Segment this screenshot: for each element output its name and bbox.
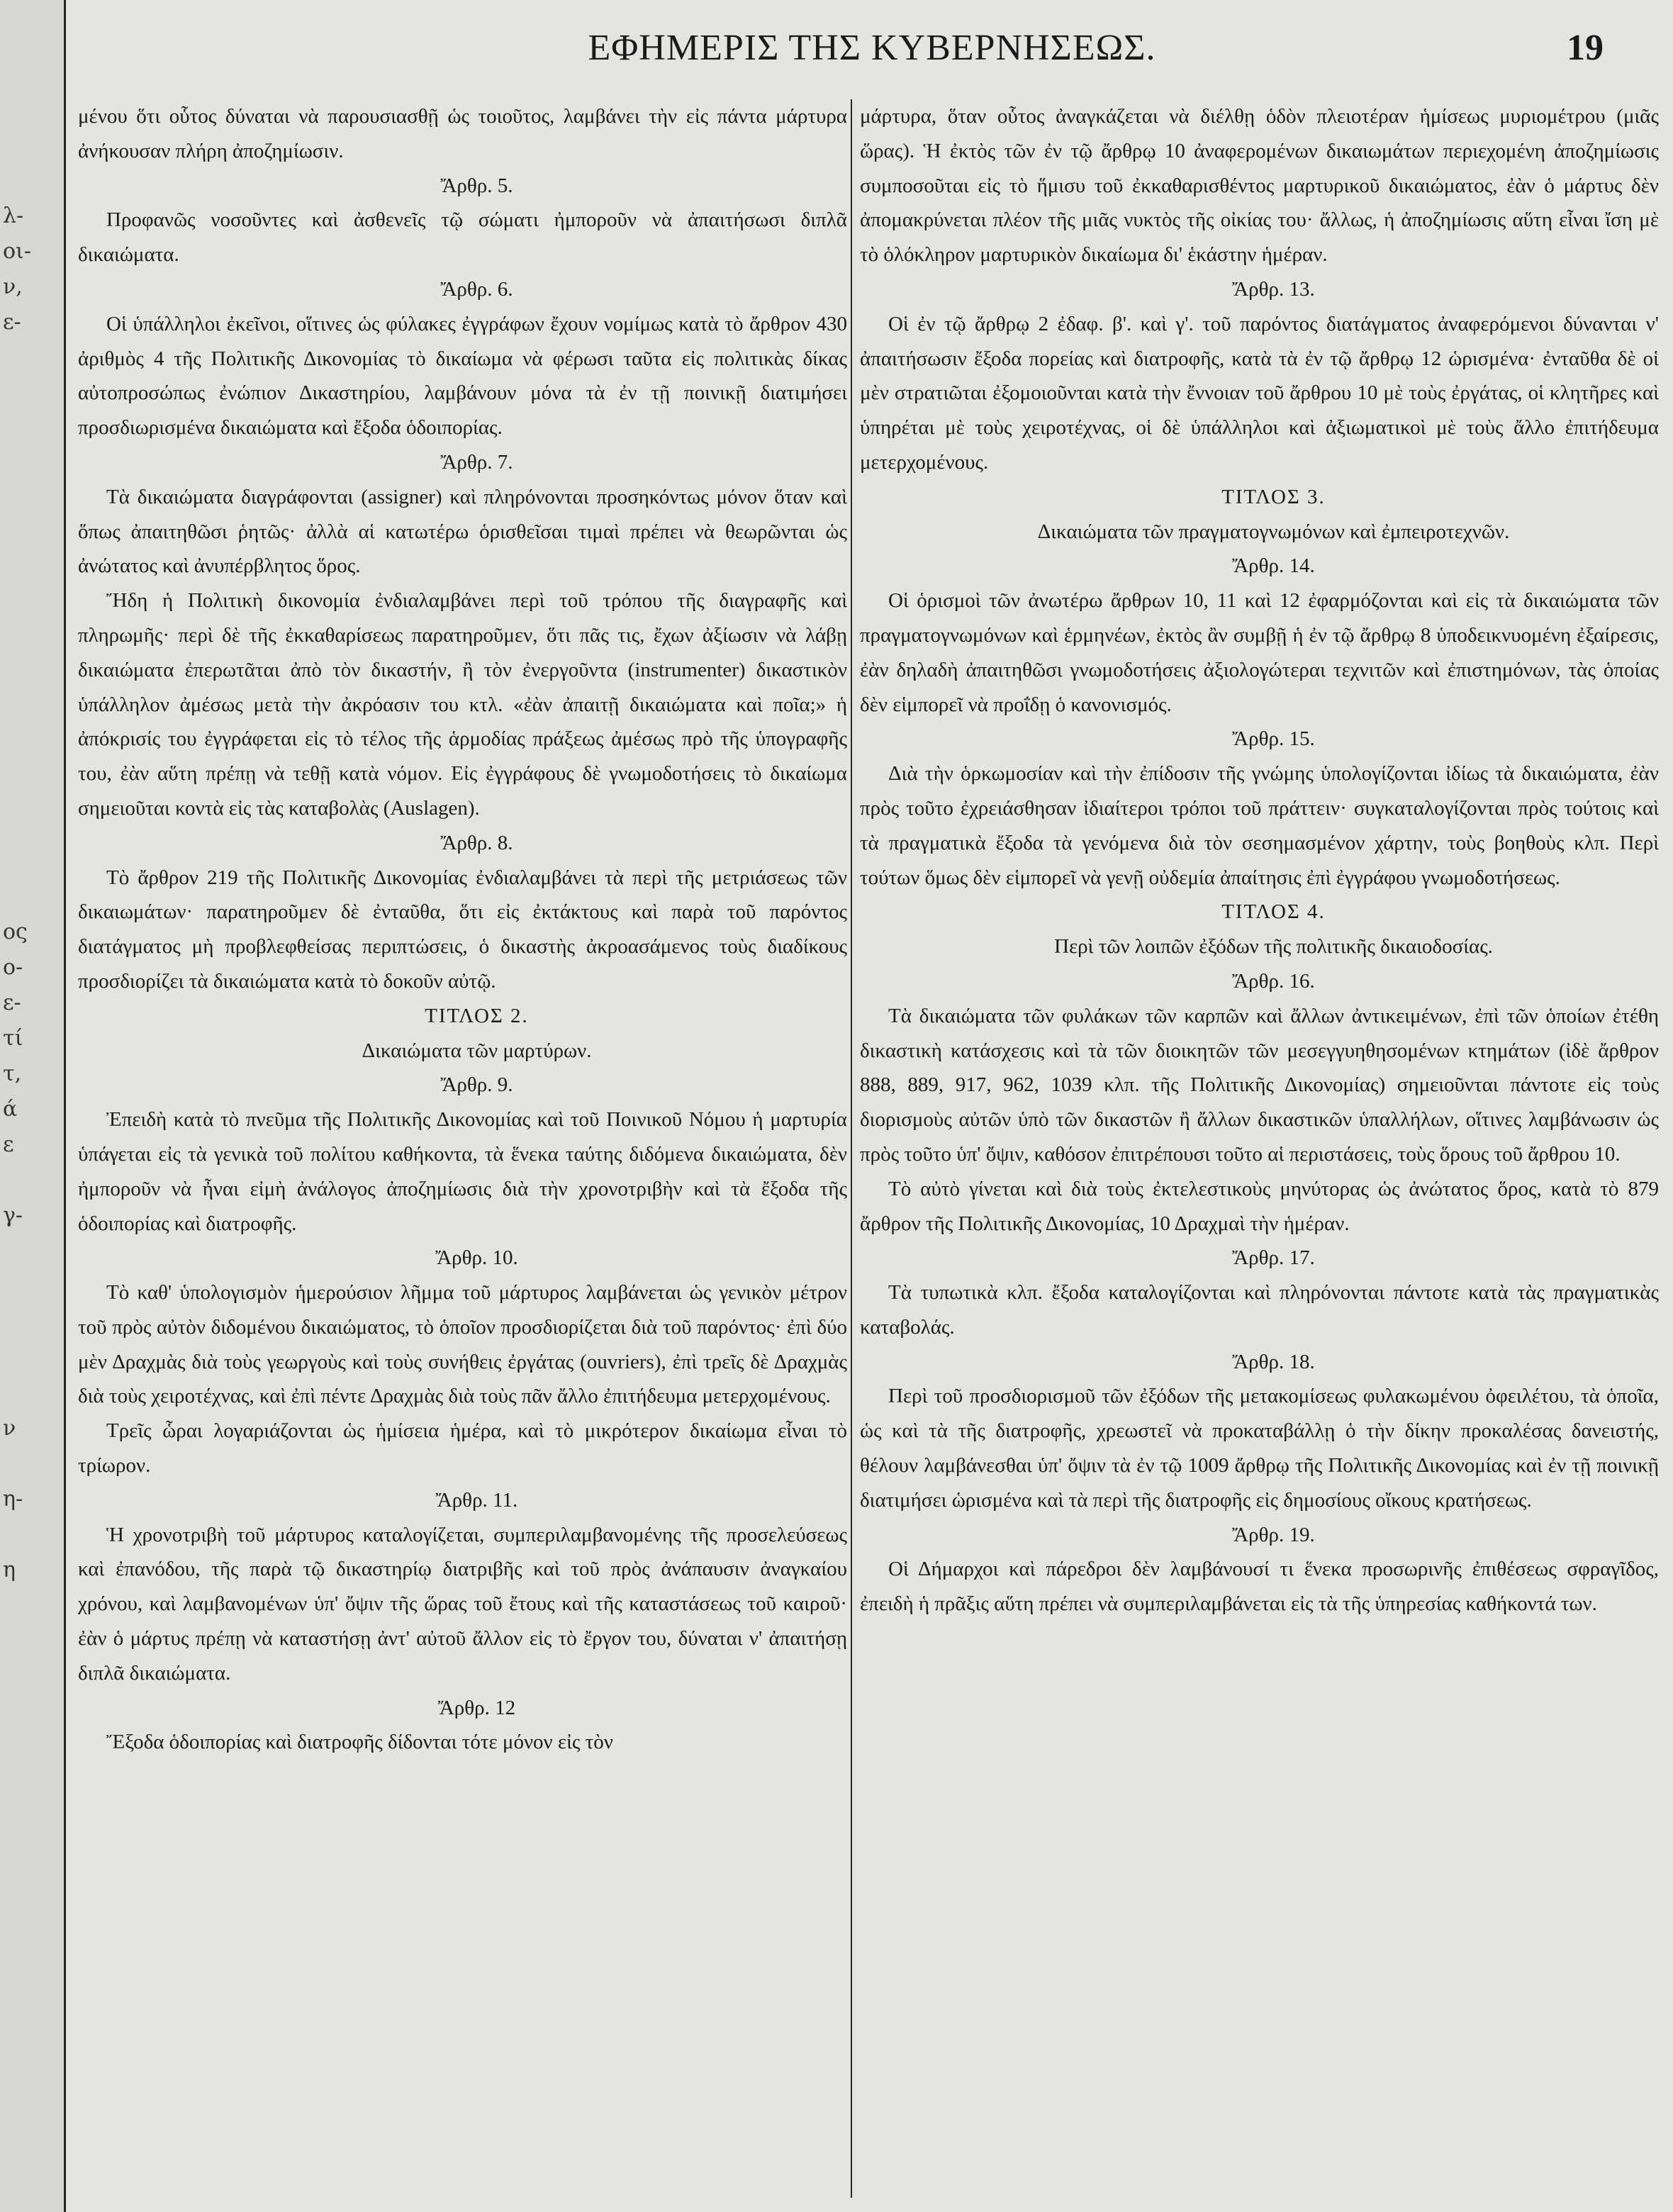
- margin-fragment: η: [3, 1558, 16, 1582]
- article-19-heading: Ἄρθρ. 19.: [1232, 1523, 1315, 1546]
- article-15-heading: Ἄρθρ. 15.: [1232, 727, 1315, 751]
- title-4-subheading: Περὶ τῶν λοιπῶν ἐξόδων τῆς πολιτικῆς δικαιοδοσίας.: [1054, 935, 1493, 959]
- article-16-heading: Ἄρθρ. 16.: [1232, 969, 1315, 993]
- margin-fragment: ε-: [3, 990, 21, 1015]
- article-8-text: Τὸ ἄρθρον 219 τῆς Πολιτικῆς Δικονομίας ἐνδιαλαμβάνει τὰ περὶ τῆς μετριάσεως τῶν δικαιωμάτων· παρατηροῦμεν δὲ ἐνταῦθα, ὅτι εἰς ἐκτάκτους καὶ παρὰ τοῦ παρόντος διατάγματος μὴ προβλεφθείσας περιπτώσεις, ὁ δικαστὴς ἀκροασάμενος τοὺς διαδίκους προσδιορίζει τὰ δικαιώματα κατὰ τὸ δοκοῦν αὐτῷ.: [78, 866, 847, 993]
- margin-fragment: ε: [3, 1132, 14, 1157]
- article-17-text: Τὰ τυπωτικὰ κλπ. ἔξοδα καταλογίζονται καὶ πληρόνονται πάντοτε κατὰ τὰς πραγματικὰς καταβολάς.: [860, 1281, 1659, 1339]
- margin-fragment: ε-: [3, 310, 21, 335]
- article-18-heading: Ἄρθρ. 18.: [1232, 1350, 1315, 1373]
- article-10-text: Τρεῖς ὧραι λογαριάζονται ὡς ἡμίσεια ἡμέρα, καὶ τὸ μικρότερον δικαίωμα εἶναι τὸ τρίωρον.: [78, 1419, 847, 1478]
- margin-fragment: οι-: [3, 239, 31, 264]
- margin-fragment: τί: [3, 1026, 23, 1051]
- article-11-text: Ἡ χρονοτριβὴ τοῦ μάρτυρος καταλογίζεται, συμπεριλαμβανομένης τῆς προσελεύσεως καὶ ἐπανόδου, τῆς παρὰ τῷ δικαστηρίῳ διατριβῆς καὶ τοῦ πρὸς ἀνάπαυσιν ἀναγκαίου χρόνου, καὶ λαμβανομένων ὑπ' ὄψιν τῆς ὥρας τοῦ ἔτους καὶ τῆς καταστάσεως τοῦ καιροῦ· ἐὰν ὁ μάρτυς πρέπῃ νὰ καταστήσῃ ἀντ' αὐτοῦ ἄλλον εἰς τὸ ἔργον του, δύναται ν' ἀπαιτήσῃ διπλᾶ δικαιώματα.: [78, 1523, 847, 1685]
- margin-fragment: ν,: [3, 274, 23, 299]
- margin-fragment: η-: [3, 1487, 23, 1512]
- title-3-heading: ΤΙΤΛΟΣ 3.: [1221, 485, 1326, 508]
- page-number: 19: [1567, 28, 1604, 68]
- intro-continuation: μένου ὅτι οὗτος δύναται νὰ παρουσιασθῇ ὡς τοιοῦτος, λαμβάνει τὴν εἰς πάντα μάρτυρα ἀνήκουσαν πλήρη ἀποζημίωσιν.: [78, 105, 847, 162]
- article-11-heading: Ἄρθρ. 11.: [435, 1488, 518, 1512]
- article-15-text: Διὰ τὴν ὁρκωμοσίαν καὶ τὴν ἐπίδοσιν τῆς γνώμης ὑπολογίζονται ἰδίως τὰ δικαιώματα, ἐὰν πρὸς τοῦτο ἐχρειάσθησαν ἰδιαίτεροι τρόποι τοῦ πράττειν· συγκαταλογίζονται πρὸς τούτοις καὶ τὰ πραγματικὰ ἔξοδα τὰ γενόμενα διὰ τὸν σεσημασμένον χάρτην, τοὺς βοηθοὺς κλπ. Περὶ τούτων ὅμως δὲν εἱμπορεῖ νὰ γενῇ οὐδεμία ἀπαίτησις ἐπὶ ἐγγράφου γνωμοδοτήσεως.: [860, 762, 1659, 889]
- margin-fragment: λ-: [3, 203, 24, 228]
- article-5-heading: Ἄρθρ. 5.: [440, 174, 513, 197]
- margin-fragment: ν: [3, 1416, 16, 1441]
- margin-fragment: ος: [3, 920, 28, 944]
- title-2-subheading: Δικαιώματα τῶν μαρτύρων.: [362, 1039, 592, 1062]
- article-10-text: Τὸ καθ' ὑπολογισμὸν ἡμερούσιον λῆμμα τοῦ μάρτυρος λαμβάνεται ὡς γενικὸν μέτρον τοῦ πρὸς αὐτὸν διδομένου δικαιώματος, τὸ ὁποῖον προσδιορίζεται διὰ τοῦ παρόντος· ἐπὶ δύο μὲν Δραχμὰς διὰ τοὺς γεωργοὺς καὶ τοὺς συνήθεις ἐργάτας (ouvriers), ἐπὶ τρεῖς δὲ Δραχμὰς διὰ τοὺς χειροτέχνας, καὶ ἐπὶ πέντε Δραχμὰς διὰ τοὺς πᾶν ἄλλο ἐπιτήδευμα μετερχομένους.: [78, 1281, 847, 1408]
- margin-fragment: γ-: [3, 1203, 23, 1228]
- article-6-heading: Ἄρθρ. 6.: [440, 277, 513, 301]
- article-16-text: Τὰ δικαιώματα τῶν φυλάκων τῶν καρπῶν καὶ ἄλλων ἀντικειμένων, ἐπὶ τῶν ὁποίων ἐτέθη δικαστικὴ κατάσχεσις καὶ τὰ τῶν διοικητῶν τῶν μεσεγγυηθησομένων κτημάτων (ἰδὲ ἄρθρον 888, 889, 917, 962, 1039 κλπ. τῆς Πολιτικῆς Δικονομίας) σημειοῦνται πάντοτε εἰς τοὺς διορισμοὺς αὐτῶν ὑπὸ τῶν δικαστῶν ἢ ἄλλων δικαστικῶν ὑπαλλήλων, οἵτινες λαμβάνωσιν ὡς πρὸς τοῦτο ὑπ' ὄψιν, καθόσον ἐπιτρέπουσι τοῦτο αἱ περιστάσεις, τοὺς ὅρους τοῦ ἄρθρου 10.: [860, 1004, 1659, 1166]
- article-14-heading: Ἄρθρ. 14.: [1232, 554, 1315, 578]
- gazette-header-title: ΕΦΗΜΕΡΙΣ ΤΗΣ ΚΥΒΕΡΝΗΣΕΩΣ.: [588, 28, 1156, 68]
- article-9-heading: Ἄρθρ. 9.: [440, 1073, 513, 1097]
- article-7-text: Ἤδη ἡ Πολιτικὴ δικονομία ἐνδιαλαμβάνει περὶ τοῦ τρόπου τῆς διαγραφῆς καὶ πληρωμῆς· περὶ δὲ τῆς ἐκκαθαρίσεως παρατηροῦμεν, ὅτι πᾶς τις, ἔχων ἀξίωσιν νὰ λάβῃ δικαιώματα ἐπερωτᾶται ἀπὸ τὸν δικαστήν, ἢ τὸν ἐνεργοῦντα (instrumenter) δικαστικὸν ὑπάλληλον ἀμέσως μετὰ τὴν ἀκρόασιν του κτλ. «ἐὰν ἀπαιτῇ δικαιώματα καὶ ποῖα;» ἡ ἀπόκρισίς του ἐγγράφεται εἰς τὸ τέλος τῆς ἁρμοδίας πράξεως ἀμέσως πρὸ τῆς ὑπογραφῆς του, ἐὰν αὕτη πρέπῃ νὰ τεθῇ κατὰ νόμον. Εἰς ἐγγράφους δὲ γνωμοδοτήσεις τὸ δικαίωμα σημειοῦται κοντὰ εἰς τὰς καταβολὰς (Auslagen).: [78, 589, 847, 820]
- margin-fragment: ά: [3, 1097, 18, 1122]
- left-column: [78, 99, 847, 2198]
- title-3-subheading: Δικαιώματα τῶν πραγματογνωμόνων καὶ ἐμπειροτεχνῶν.: [1037, 520, 1510, 543]
- article-13-heading: Ἄρθρ. 13.: [1232, 277, 1315, 301]
- article-5-text: Προφανῶς νοσοῦντες καὶ ἀσθενεῖς τῷ σώματι ἠμποροῦν νὰ ἀπαιτήσωσι διπλᾶ δικαιώματα.: [78, 208, 847, 267]
- article-13-text: Οἱ ἐν τῷ ἄρθρῳ 2 ἐδαφ. β'. καὶ γ'. τοῦ παρόντος διατάγματος ἀναφερόμενοι δύνανται ν' ἀπαιτήσωσιν ἔξοδα πορείας καὶ διατροφῆς, κατὰ τὰ ἐν τῷ ἄρθρῳ 12 ὡρισμένα· ἐνταῦθα δὲ οἱ μὲν στρατιῶται ἐξομοιοῦνται κατὰ τὴν ἔννοιαν τοῦ ἄρθρου 10 μὲ τοὺς ἐργάτας, οἱ κλητῆρες καὶ ὑπηρέται μὲ τοὺς χειροτέχνας, οἱ δὲ ὑπάλληλοι καὶ ἀξιωματικοὶ μὲ τοὺς ἄλλο ἐπιτήδευμα μετερχομένους.: [860, 312, 1659, 474]
- column-divider: [851, 99, 852, 2198]
- left-page-margin-strip: [0, 0, 66, 2212]
- right-column: [860, 99, 1659, 2198]
- article-12-heading: Ἄρθρ. 12: [437, 1696, 516, 1719]
- margin-fragment: ο-: [3, 955, 23, 980]
- article-18-text: Περὶ τοῦ προσδιορισμοῦ τῶν ἐξόδων τῆς μετακομίσεως φυλακωμένου ὀφειλέτου, τὰ ὁποῖα, ὡς καὶ τὰ τῆς διατροφῆς, χρεωστεῖ νὰ προκαταβάλλῃ ὁ τὴν δίκην προκαλέσας δανειστής, θέλουν λαμβάνεσθαι ὑπ' ὄψιν τὰ ἐν τῷ 1009 ἄρθρῳ τῆς Πολιτικῆς Δικονομίας καὶ ἐν τῇ ποινικῇ διατιμήσει ὡρισμένα καὶ τὰ περὶ τῆς διατροφῆς εἰς δημοσίους οἴκους κρατήσεως.: [860, 1385, 1659, 1512]
- title-4-heading: ΤΙΤΛΟΣ 4.: [1221, 900, 1326, 924]
- article-16-text: Τὸ αὐτὸ γίνεται καὶ διὰ τοὺς ἐκτελεστικοὺς μηνύτορας ὡς ἀνώτατος ὅρος, κατὰ τὸ 879 ἄρθρον τῆς Πολιτικῆς Δικονομίας, 10 Δραχμαὶ τὴν ἡμέραν.: [860, 1177, 1659, 1235]
- title-2-heading: ΤΙΤΛΟΣ 2.: [425, 1004, 529, 1027]
- article-7-text: Τὰ δικαιώματα διαγράφονται (assigner) καὶ πληρόνονται προσηκόντως μόνον ὅταν καὶ ὅπως ἀπαιτηθῶσι ῥητῶς· ἀλλὰ αἱ κατωτέρω ὁρισθεῖσαι τιμαὶ πρέπει νὰ θεωρῶνται ὡς ἀνώτατος καὶ ἀνυπέρβλητος ὅρος.: [78, 485, 847, 578]
- article-14-text: Οἱ ὁρισμοὶ τῶν ἀνωτέρω ἄρθρων 10, 11 καὶ 12 ἐφαρμόζονται καὶ εἰς τὰ δικαιώματα τῶν πραγματογνωμόνων καὶ ἑρμηνέων, ἐκτὸς ἂν συμβῇ ἡ ἐν τῷ ἄρθρῳ 8 ὑποδεικνυομένη ἐξαίρεσις, ἐὰν δηλαδὴ ἀπαιτηθῶσι γνωμοδοτήσεις ἀξιολογώτεραι τεχνιτῶν καὶ ἐπιστημόνων, τὰς ὁποίας δὲν εἱμπορεῖ νὰ προΐδῃ ὁ κανονισμός.: [860, 589, 1659, 716]
- article-7-heading: Ἄρθρ. 7.: [440, 450, 513, 474]
- article-6-text: Οἱ ὑπάλληλοι ἐκεῖνοι, οἵτινες ὡς φύλακες ἐγγράφων ἔχουν νομίμως κατὰ τὸ ἄρθρον 430 ἀριθμὸς 4 τῆς Πολιτικῆς Δικονομίας τὸ δικαίωμα νὰ φέρωσι ταῦτα εἰς πολιτικὰς δίκας αὐτοπροσώπως ἐνώπιον Δικαστηρίου, λαμβάνουν μόνα τὰ ἐν τῇ ποινικῇ διατιμήσει προσδιωρισμένα δικαιώματα καὶ ἔξοδα ὁδοιπορίας.: [78, 312, 847, 440]
- article-12-continuation: μάρτυρα, ὅταν οὗτος ἀναγκάζεται νὰ διέλθῃ ὁδὸν πλειοτέραν ἡμίσεως μυριομέτρου (μιᾶς ὥρας). Ἡ ἐκτὸς τῶν ἐν τῷ ἄρθρῳ 10 ἀναφερομένων δικαιωμάτων περιεχομένη ἀποζημίωσις συμποσοῦται εἰς τὸ ἥμισυ τοῦ ἐκκαθαρισθέντος μαρτυρικοῦ δικαιώματος, ἐὰν ὁ μάρτυς δὲν ἀπομακρύνεται πλέον τῆς μιᾶς νυκτὸς τῆς οἰκίας του· ἄλλως, ἡ ἀποζημίωσις αὕτη εἶναι ἴση μὲ τὸ ὁλόκληρον μαρτυρικὸν δικαίωμα δι' ἑκάστην ἡμέραν.: [860, 105, 1659, 267]
- article-19-text: Οἱ Δήμαρχοι καὶ πάρεδροι δὲν λαμβάνουσί τι ἕνεκα προσωρινῆς ἐπιθέσεως σφραγῖδος, ἐπειδὴ ἡ πρᾶξις αὕτη πρέπει νὰ συμπεριλαμβάνεται εἰς τὰ τῆς ὑπηρεσίας καθήκοντά των.: [860, 1558, 1659, 1616]
- article-9-text: Ἐπειδὴ κατὰ τὸ πνεῦμα τῆς Πολιτικῆς Δικονομίας καὶ τοῦ Ποινικοῦ Νόμου ἡ μαρτυρία ὑπάγεται εἰς τὰ γενικὰ τοῦ πολίτου καθήκοντα, τὰ ἕνεκα ταύτης διδόμενα δικαιώματα, δὲν ἠμποροῦν νὰ ἦναι εἰμὴ ἀνάλογος ἀποζημίωσις διὰ τὴν χρονοτριβὴν καὶ τὰ ἔξοδα τῆς ὁδοιπορίας καὶ διατροφῆς.: [78, 1108, 847, 1235]
- article-17-heading: Ἄρθρ. 17.: [1232, 1246, 1315, 1270]
- article-12-text: Ἔξοδα ὁδοιπορίας καὶ διατροφῆς δίδονται τότε μόνον εἰς τὸν: [106, 1731, 613, 1754]
- article-8-heading: Ἄρθρ. 8.: [440, 831, 513, 854]
- article-10-heading: Ἄρθρ. 10.: [435, 1246, 518, 1270]
- margin-fragment: τ,: [3, 1061, 22, 1086]
